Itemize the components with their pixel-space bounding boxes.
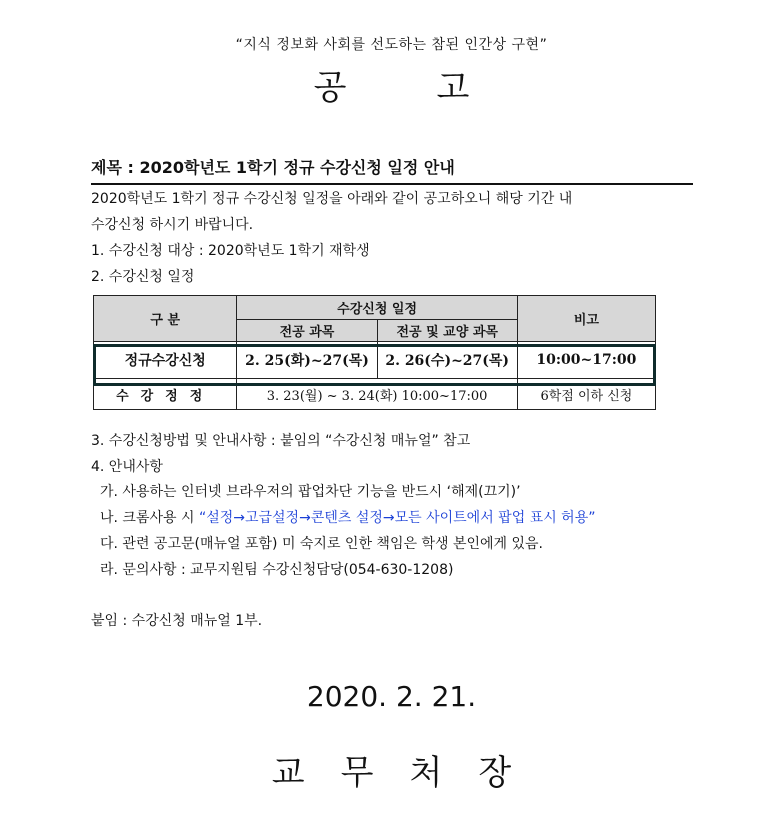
regular-label: 정규수강신청 bbox=[94, 342, 237, 379]
regular-time: 10:00~17:00 bbox=[517, 342, 655, 379]
schedule-table bbox=[93, 295, 656, 410]
subject-line: 제목 : 2020학년도 1학기 정규 수강신청 일정 안내 bbox=[91, 158, 455, 177]
office-char-3: 처 bbox=[409, 753, 443, 793]
office-char-1: 교 bbox=[271, 753, 305, 793]
header-category: 구 분 bbox=[94, 296, 237, 342]
note-a: 가. 사용하는 인터넷 브라우저의 팝업차단 기능을 반드시 ‘해제(끄기)’ bbox=[100, 484, 521, 500]
attachment: 붙임 : 수강신청 매뉴얼 1부. bbox=[91, 613, 263, 629]
header-schedule: 수강신청 일정 bbox=[237, 296, 517, 320]
issuing-office bbox=[0, 745, 783, 794]
item-4: 4. 안내사항 bbox=[91, 459, 163, 475]
modification-label: 수강정정 bbox=[94, 379, 237, 410]
intro-line-2: 수강신청 하시기 바랍니다. bbox=[91, 217, 254, 233]
notice-title-char-1: 공 bbox=[313, 68, 347, 108]
item-1: 1. 수강신청 대상 : 2020학년도 1학기 재학생 bbox=[91, 243, 370, 259]
subject-divider bbox=[91, 183, 693, 185]
table-row-modification bbox=[94, 379, 656, 410]
note-c: 다. 관련 공고문(매뉴얼 포함) 미 숙지로 인한 책임은 학생 본인에게 있음. bbox=[100, 536, 543, 552]
modification-dates: 3. 23(월) ~ 3. 24(화) 10:00~17:00 bbox=[237, 379, 517, 410]
header-major-general: 전공 및 교양 과목 bbox=[377, 320, 517, 342]
table-row-regular bbox=[94, 342, 656, 379]
motto: “지식 정보화 사회를 선도하는 참된 인간상 구현” bbox=[235, 37, 548, 53]
header-major: 전공 과목 bbox=[237, 320, 377, 342]
notice-title-char-2: 고 bbox=[436, 68, 470, 108]
modification-note: 6학점 이하 신청 bbox=[517, 379, 655, 410]
note-d: 라. 문의사항 : 교무지원팀 수강신청담당(054-630-1208) bbox=[100, 562, 454, 578]
note-b-chrome-path: “설정→고급설정→콘텐츠 설정→모든 사이트에서 팝업 표시 허용” bbox=[198, 510, 596, 526]
notice-date: 2020. 2. 21. bbox=[306, 680, 477, 713]
note-b-prefix: 나. 크롬사용 시 bbox=[100, 510, 199, 526]
regular-major-dates: 2. 25(화)~27(목) bbox=[237, 342, 377, 379]
office-char-4: 장 bbox=[478, 753, 512, 793]
intro-line-1: 2020학년도 1학기 정규 수강신청 일정을 아래와 같이 공고하오니 해당 기간 내 bbox=[91, 191, 573, 207]
notice-title bbox=[0, 60, 783, 109]
regular-major-general-dates: 2. 26(수)~27(목) bbox=[377, 342, 517, 379]
item-3: 3. 수강신청방법 및 안내사항 : 붙임의 “수강신청 매뉴얼” 참고 bbox=[91, 433, 471, 449]
header-note: 비고 bbox=[517, 296, 655, 342]
item-2: 2. 수강신청 일정 bbox=[91, 269, 195, 285]
office-char-2: 무 bbox=[340, 753, 374, 793]
note-b bbox=[100, 507, 595, 527]
